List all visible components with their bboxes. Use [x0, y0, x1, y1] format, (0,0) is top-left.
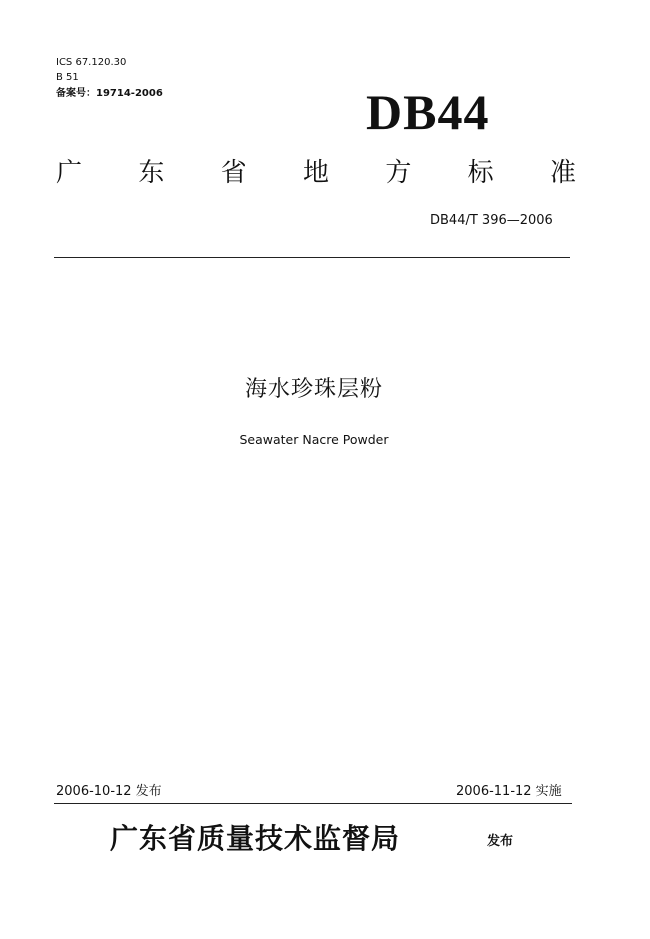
implementation-date: 2006-11-12 实施 [456, 784, 562, 799]
standard-type-char: 方 [385, 158, 412, 188]
record-number: 备案号：19714-2006 [56, 88, 163, 99]
standard-type-char: 准 [549, 158, 576, 188]
top-divider [54, 257, 570, 258]
document-title-cn: 海水珍珠层粉 [244, 377, 383, 402]
document-title-en: Seawater Nacre Powder [239, 432, 389, 447]
ics-code: ICS 67.120.30 [56, 57, 127, 68]
classification-code: B 51 [56, 72, 79, 83]
standard-type-char: 标 [467, 158, 494, 188]
standard-type-char: 广 [56, 158, 83, 188]
standard-type-char: 东 [138, 158, 165, 188]
bottom-divider [54, 803, 572, 804]
issuing-authority: 广东省质量技术监督局 [110, 822, 401, 855]
publish-date: 2006-10-12 发布 [56, 784, 162, 799]
standard-type-title [56, 157, 576, 189]
standard-type-char: 地 [302, 158, 329, 188]
standard-type-char: 省 [220, 158, 247, 188]
db44-logo: DB44 [366, 84, 490, 140]
issue-label: 发布 [487, 834, 514, 849]
standard-code: DB44/T 396—2006 [430, 213, 553, 228]
